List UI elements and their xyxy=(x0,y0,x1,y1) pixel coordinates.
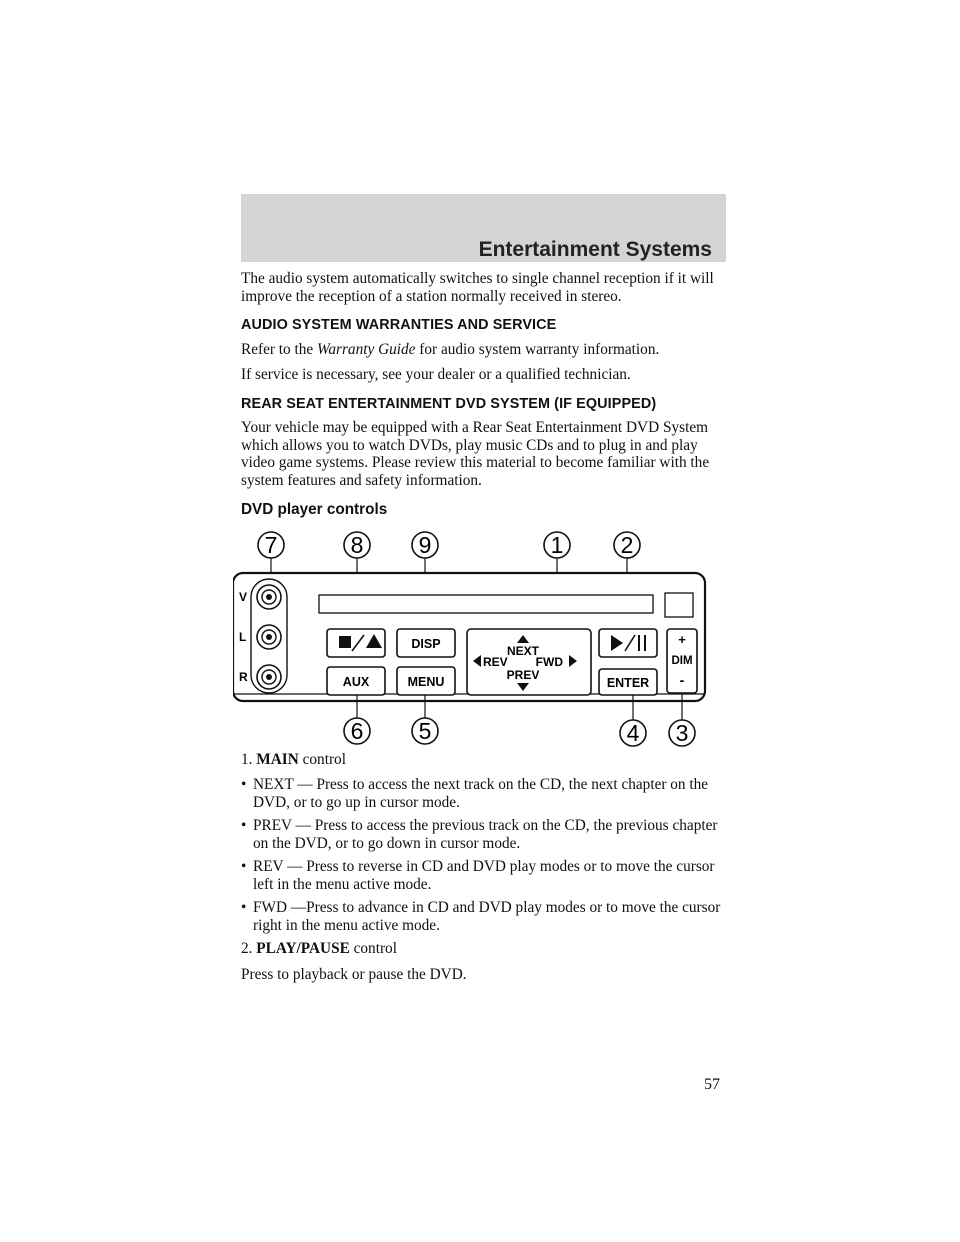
bullet-next xyxy=(241,776,726,811)
fwd-label: FWD xyxy=(535,654,563,669)
callout-3 xyxy=(669,720,695,746)
video-jack[interactable] xyxy=(257,585,281,609)
svg-text:DISP: DISP xyxy=(411,636,441,651)
controls-heading: DVD player controls xyxy=(241,501,388,518)
warranty-paragraph xyxy=(241,341,726,359)
main-control-pad[interactable] xyxy=(467,629,591,695)
dim-label: DIM xyxy=(671,654,693,667)
callout-7 xyxy=(258,532,284,558)
svg-text:ENTER: ENTER xyxy=(606,675,650,690)
item-2-heading xyxy=(241,940,726,958)
item-1-number: 1. xyxy=(241,750,257,768)
svg-text:7: 7 xyxy=(264,531,278,558)
bullet-dot: • xyxy=(241,858,247,875)
bullet-text: PREV — Press to access the previous track on the CD, the previous chapter on the DVD, or to go down in cursor mode. xyxy=(253,817,718,852)
section-header-band xyxy=(241,194,726,262)
rse-paragraph: Your vehicle may be equipped with a Rear Seat Entertainment DVD System which allows you to watch DVDs, play music CDs and to plug in and play video game systems. Please review this material to become familiar with the system features and safety information. xyxy=(241,419,710,489)
right-audio-jack[interactable] xyxy=(257,665,281,689)
rev-label: REV xyxy=(483,654,508,669)
jack-label-l: L xyxy=(239,629,247,644)
callout-1 xyxy=(544,532,570,558)
dvd-player-diagram xyxy=(233,527,713,747)
menu-button[interactable] xyxy=(397,667,455,695)
disc-slot xyxy=(319,595,653,613)
item-2-number: 2. xyxy=(241,940,257,957)
callout-4 xyxy=(620,720,646,746)
bullet-fwd xyxy=(241,899,726,934)
warranty-text-pre: Refer to the xyxy=(241,340,318,358)
warranty-guide-title: Warranty Guide xyxy=(317,340,416,358)
item-1-name: MAIN xyxy=(256,750,299,768)
ir-sensor-window xyxy=(665,593,693,617)
svg-text:5: 5 xyxy=(418,717,432,744)
bullet-text: REV — Press to reverse in CD and DVD play modes or to move the cursor left in the menu active mode. xyxy=(253,858,715,893)
stop-icon xyxy=(339,636,351,648)
next-label: NEXT xyxy=(506,643,540,658)
page-number: 57 xyxy=(704,1076,720,1093)
bullet-prev xyxy=(241,817,726,852)
rse-heading: REAR SEAT ENTERTAINMENT DVD SYSTEM (IF EQUIPPED) xyxy=(241,395,657,412)
bullet-rev xyxy=(241,858,726,893)
page-content xyxy=(241,270,726,991)
item-1-heading xyxy=(241,751,726,769)
jack-label-r: R xyxy=(239,669,248,684)
stop-eject-button[interactable] xyxy=(327,629,385,657)
warranty-heading: AUDIO SYSTEM WARRANTIES AND SERVICE xyxy=(241,317,557,333)
bullet-dot: • xyxy=(241,899,247,916)
svg-text:3: 3 xyxy=(675,719,689,746)
svg-text:MENU: MENU xyxy=(407,674,445,689)
prev-label: PREV xyxy=(506,667,540,682)
callout-2 xyxy=(614,532,640,558)
svg-text:1: 1 xyxy=(550,531,564,558)
svg-text:8: 8 xyxy=(350,531,364,558)
intro-paragraph: The audio system automatically switches to single channel reception if it will improve the reception of a station normally received in stereo. xyxy=(241,270,714,305)
section-title: Entertainment Systems xyxy=(478,238,712,261)
bullet-dot: • xyxy=(241,817,247,834)
callout-5 xyxy=(412,718,438,744)
item-2-suffix: control xyxy=(349,940,397,957)
bullet-dot: • xyxy=(241,776,247,793)
aux-button[interactable] xyxy=(327,667,385,695)
play-pause-button[interactable] xyxy=(599,629,657,657)
dim-rocker[interactable] xyxy=(667,629,697,693)
svg-text:AUX: AUX xyxy=(342,674,370,689)
item-2-name: PLAY/PAUSE xyxy=(256,940,350,957)
callout-8 xyxy=(344,532,370,558)
item-1-suffix: control xyxy=(298,750,346,768)
service-paragraph: If service is necessary, see your dealer or a qualified technician. xyxy=(241,366,631,383)
svg-text:9: 9 xyxy=(418,531,432,558)
left-audio-jack[interactable] xyxy=(257,625,281,649)
svg-text:2: 2 xyxy=(620,531,634,558)
dim-minus: - xyxy=(679,671,685,688)
item-2-body: Press to playback or pause the DVD. xyxy=(241,965,467,983)
callout-9 xyxy=(412,532,438,558)
enter-button[interactable] xyxy=(599,669,657,695)
jack-label-v: V xyxy=(239,589,248,604)
dim-plus: + xyxy=(678,631,686,647)
bullet-text: FWD —Press to advance in CD and DVD play modes or to move the cursor right in the menu active mode. xyxy=(253,899,721,934)
svg-text:4: 4 xyxy=(626,719,640,746)
bullet-text: NEXT — Press to access the next track on the CD, the next chapter on the DVD, or to go up in cursor mode. xyxy=(253,776,709,811)
disp-button[interactable] xyxy=(397,629,455,657)
callout-6 xyxy=(344,718,370,744)
warranty-text-post: for audio system warranty information. xyxy=(415,340,660,358)
dvd-player-illustration xyxy=(233,527,713,747)
svg-text:6: 6 xyxy=(350,717,364,744)
